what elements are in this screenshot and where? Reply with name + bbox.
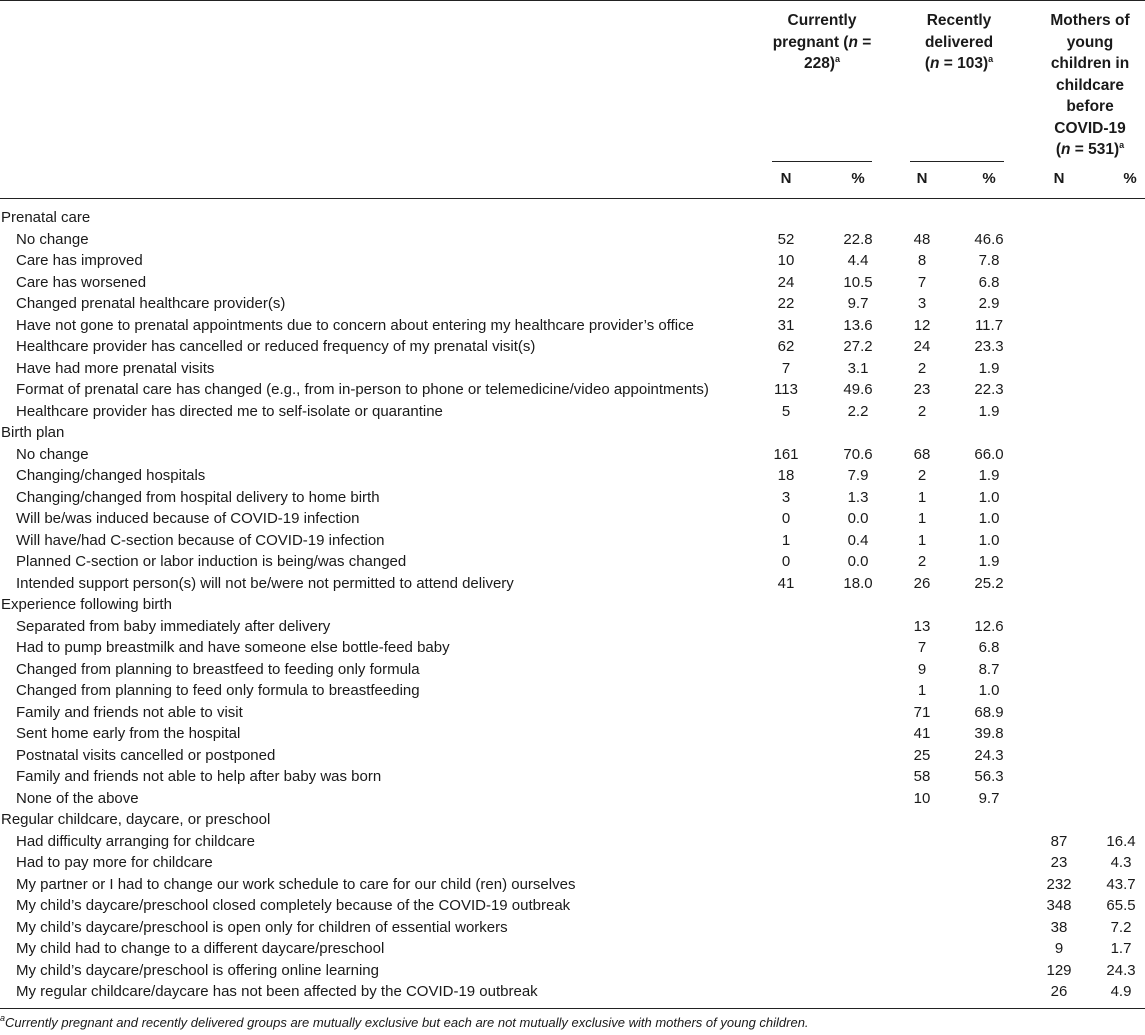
count-cell: 8 xyxy=(917,252,927,269)
subheader-pct-2: % xyxy=(982,170,996,187)
count-cell: 24 xyxy=(913,338,931,355)
footnote-marker: a xyxy=(988,54,994,64)
table-bottom-rule xyxy=(0,1008,1145,1009)
percent-cell: 1.0 xyxy=(978,488,1000,506)
table-row xyxy=(0,895,1145,917)
count-cell: 232 xyxy=(1046,875,1072,893)
row-label: Planned C-section or labor induction is being/was changed xyxy=(16,553,407,570)
subheader-n-3: N xyxy=(1053,170,1065,187)
table-top-rule xyxy=(0,0,1145,1)
count-cell: 161 xyxy=(773,445,799,463)
row-label: Healthcare provider has cancelled or reduced frequency of my prenatal visit(s) xyxy=(16,338,536,355)
header-text: = 531) xyxy=(1070,141,1120,158)
row-label: My regular childcare/daycare has not been affected by the COVID-19 outbreak xyxy=(16,983,538,1000)
percent-cell: 2.2 xyxy=(847,402,869,420)
row-label: My child’s daycare/preschool is offering online learning xyxy=(16,961,379,979)
table-row xyxy=(0,680,1145,702)
count-cell: 7 xyxy=(917,273,927,291)
count-cell: 26 xyxy=(1050,983,1068,1000)
header-text: ( xyxy=(1055,141,1061,158)
table-row xyxy=(0,401,1145,423)
count-cell: 68 xyxy=(913,445,931,463)
row-label: Have had more prenatal visits xyxy=(16,359,215,377)
row-label: Family and friends not able to help after baby was born xyxy=(16,768,382,785)
count-cell: 22 xyxy=(777,295,795,312)
table-row xyxy=(0,229,1145,251)
count-cell: 23 xyxy=(913,381,931,398)
table-row xyxy=(0,444,1145,466)
percent-cell: 56.3 xyxy=(974,768,1004,785)
table-row xyxy=(0,874,1145,896)
percent-cell: 6.8 xyxy=(978,639,1000,656)
header-line: Currently xyxy=(787,12,857,29)
count-cell: 1 xyxy=(917,682,927,699)
percent-cell: 22.3 xyxy=(974,381,1004,398)
count-cell: 113 xyxy=(774,381,798,398)
row-label: Will have/had C-section because of COVID-19 infection xyxy=(16,531,385,549)
header-text: = 103) xyxy=(939,55,989,72)
count-cell: 41 xyxy=(913,725,931,742)
percent-cell: 8.7 xyxy=(978,660,1000,678)
percent-cell: 25.2 xyxy=(974,574,1004,592)
row-label: Had to pay more for childcare xyxy=(16,854,213,871)
percent-cell: 18.0 xyxy=(843,574,873,592)
percent-cell: 0.4 xyxy=(847,531,869,549)
count-cell: 12 xyxy=(913,316,931,334)
count-cell: 129 xyxy=(1046,961,1072,979)
header-text: ( xyxy=(924,55,930,72)
count-cell: 71 xyxy=(913,703,931,721)
count-cell: 0 xyxy=(781,553,791,570)
count-cell: 7 xyxy=(917,639,927,656)
row-label: My child had to change to a different daycare/preschool xyxy=(16,940,385,957)
count-cell: 10 xyxy=(777,252,795,269)
footnote-marker: a xyxy=(835,54,841,64)
table-row xyxy=(0,766,1145,788)
count-cell: 26 xyxy=(913,574,931,592)
header-line: Mothers of xyxy=(1050,12,1130,29)
row-label: Changed from planning to breastfeed to feeding only formula xyxy=(16,660,420,678)
percent-cell: 0.0 xyxy=(847,510,869,527)
table-row xyxy=(0,637,1145,659)
count-cell: 87 xyxy=(1050,832,1068,850)
row-label: Had to pump breastmilk and have someone else bottle-feed baby xyxy=(16,639,450,656)
table-row xyxy=(0,702,1145,724)
header-text: pregnant ( xyxy=(772,33,849,51)
table-row xyxy=(0,917,1145,939)
percent-cell: 39.8 xyxy=(974,725,1004,742)
percent-cell: 3.1 xyxy=(847,359,869,377)
header-line: Recently xyxy=(926,12,992,29)
percent-cell: 1.0 xyxy=(978,682,1000,699)
percent-cell: 12.6 xyxy=(974,617,1004,635)
count-cell: 58 xyxy=(913,768,931,785)
table-row xyxy=(0,960,1145,982)
percent-cell: 1.9 xyxy=(978,359,1000,377)
group1-rule xyxy=(772,161,872,162)
count-cell: 31 xyxy=(777,316,795,334)
table-row xyxy=(0,788,1145,810)
count-cell: 62 xyxy=(777,338,795,355)
percent-cell: 68.9 xyxy=(974,703,1004,721)
row-label: Healthcare provider has directed me to self-isolate or quarantine xyxy=(16,402,443,420)
table-footnote xyxy=(0,1015,809,1030)
count-cell: 0 xyxy=(781,510,791,527)
row-label: Separated from baby immediately after delivery xyxy=(16,617,331,635)
count-cell: 10 xyxy=(913,789,931,807)
row-label: Intended support person(s) will not be/were not permitted to attend delivery xyxy=(16,574,514,592)
count-cell: 7 xyxy=(781,359,791,377)
percent-cell: 16.4 xyxy=(1106,832,1136,850)
header-line xyxy=(766,53,878,75)
section-label: Experience following birth xyxy=(1,596,172,613)
row-label: Postnatal visits cancelled or postponed xyxy=(16,746,276,764)
percent-cell: 65.5 xyxy=(1106,897,1136,914)
header-line: delivered xyxy=(924,33,994,51)
section-row xyxy=(0,422,1145,444)
count-cell: 52 xyxy=(777,230,795,248)
percent-cell: 1.0 xyxy=(978,531,1000,549)
row-label: None of the above xyxy=(16,789,139,807)
count-cell: 5 xyxy=(781,402,791,420)
table-row xyxy=(0,530,1145,552)
percent-cell: 1.3 xyxy=(847,488,869,506)
table-row xyxy=(0,336,1145,358)
row-label: Format of prenatal care has changed (e.g., from in-person to phone or telemedicine/video appointments) xyxy=(16,381,709,398)
header-line: children in xyxy=(1050,55,1130,72)
row-label: My child’s daycare/preschool is open only for children of essential workers xyxy=(16,918,508,936)
row-label: Have not gone to prenatal appointments due to concern about entering my healthcare provider’s office xyxy=(16,316,694,334)
count-cell: 2 xyxy=(917,402,927,420)
row-label: No change xyxy=(16,445,89,463)
header-line xyxy=(900,53,1018,75)
row-label: Changed prenatal healthcare provider(s) xyxy=(16,295,286,312)
subheader-n-2: N xyxy=(916,170,928,187)
percent-cell: 24.3 xyxy=(974,746,1004,764)
row-label: Changing/changed from hospital delivery to home birth xyxy=(16,488,380,506)
percent-cell: 4.3 xyxy=(1110,854,1132,871)
percent-cell: 0.0 xyxy=(847,553,869,570)
table-row xyxy=(0,315,1145,337)
table-row xyxy=(0,938,1145,960)
table-row xyxy=(0,272,1145,294)
count-cell: 2 xyxy=(917,359,927,377)
table-row xyxy=(0,508,1145,530)
header-line: young xyxy=(1066,33,1114,51)
percent-cell: 27.2 xyxy=(843,338,873,355)
subheader-n-1: N xyxy=(780,170,792,187)
table-row xyxy=(0,573,1145,595)
percent-cell: 4.4 xyxy=(847,252,869,269)
count-cell: 2 xyxy=(917,467,927,484)
percent-cell: 1.9 xyxy=(978,467,1000,484)
row-label: Will be/was induced because of COVID-19 infection xyxy=(16,510,360,527)
percent-cell: 46.6 xyxy=(974,230,1004,248)
count-cell: 3 xyxy=(781,488,791,506)
count-cell: 348 xyxy=(1046,897,1072,914)
percent-cell: 4.9 xyxy=(1110,983,1132,1000)
table-row xyxy=(0,745,1145,767)
table-body xyxy=(0,207,1145,1003)
percent-cell: 70.6 xyxy=(843,445,873,463)
header-line: before xyxy=(1066,98,1114,115)
column-header-recently-delivered xyxy=(900,10,1018,75)
table-row xyxy=(0,616,1145,638)
percent-cell: 10.5 xyxy=(843,273,873,291)
section-row xyxy=(0,207,1145,229)
table-row xyxy=(0,487,1145,509)
row-label: Changing/changed hospitals xyxy=(16,467,206,484)
count-cell: 9 xyxy=(1054,940,1064,957)
count-cell: 1 xyxy=(917,510,927,527)
group2-rule xyxy=(910,161,1004,162)
count-cell: 1 xyxy=(917,531,927,549)
percent-cell: 6.8 xyxy=(978,273,1000,291)
row-label: Had difficulty arranging for childcare xyxy=(16,832,256,850)
section-label: Prenatal care xyxy=(1,209,91,226)
table-row xyxy=(0,250,1145,272)
n-symbol: n xyxy=(1061,141,1071,158)
header-line: COVID-19 xyxy=(1054,119,1126,137)
footnote-marker: a xyxy=(1119,140,1125,150)
row-label: Changed from planning to feed only formula to breastfeeding xyxy=(16,682,420,699)
percent-cell: 7.8 xyxy=(978,252,1000,269)
header-text: = xyxy=(857,33,872,51)
percent-cell: 23.3 xyxy=(974,338,1004,355)
count-cell: 25 xyxy=(913,746,931,764)
table-row xyxy=(0,831,1145,853)
count-cell: 9 xyxy=(917,660,927,678)
table-row xyxy=(0,358,1145,380)
percent-cell: 49.6 xyxy=(843,381,873,398)
table-row xyxy=(0,659,1145,681)
percent-cell: 9.7 xyxy=(847,295,869,312)
table-row xyxy=(0,465,1145,487)
count-cell: 1 xyxy=(917,488,927,506)
count-cell: 3 xyxy=(917,295,927,312)
header-line xyxy=(1035,139,1145,161)
column-header-mothers-young-children xyxy=(1035,10,1145,161)
count-cell: 41 xyxy=(777,574,795,592)
count-cell: 24 xyxy=(777,273,795,291)
header-line: childcare xyxy=(1055,76,1125,94)
table-row xyxy=(0,551,1145,573)
subheader-pct-3: % xyxy=(1123,170,1137,187)
count-cell: 1 xyxy=(781,531,791,549)
percent-cell: 1.9 xyxy=(978,553,1000,570)
section-row xyxy=(0,594,1145,616)
row-label: No change xyxy=(16,230,89,248)
count-cell: 23 xyxy=(1050,854,1068,871)
percent-cell: 13.6 xyxy=(843,316,873,334)
section-row xyxy=(0,809,1145,831)
percent-cell: 9.7 xyxy=(978,789,1000,807)
count-cell: 38 xyxy=(1050,918,1068,936)
percent-cell: 2.9 xyxy=(978,295,1000,312)
row-label: Sent home early from the hospital xyxy=(16,725,241,742)
count-cell: 48 xyxy=(913,230,931,248)
header-text: 228) xyxy=(803,55,835,72)
row-label: Care has worsened xyxy=(16,273,147,291)
section-label: Birth plan xyxy=(1,424,65,441)
footnote-marker: a xyxy=(0,1013,6,1023)
row-label: My child’s daycare/preschool closed completely because of the COVID-19 outbreak xyxy=(16,897,571,914)
percent-cell: 24.3 xyxy=(1106,961,1136,979)
table-row xyxy=(0,852,1145,874)
subheader-pct-1: % xyxy=(851,170,865,187)
row-label: Care has improved xyxy=(16,252,143,269)
count-cell: 2 xyxy=(917,553,927,570)
percent-cell: 1.9 xyxy=(978,402,1000,420)
percent-cell: 66.0 xyxy=(974,445,1004,463)
section-label: Regular childcare, daycare, or preschool xyxy=(1,811,271,828)
footnote-text: Currently pregnant and recently delivered groups are mutually exclusive but each are not mutually exclusive with mothers of young children. xyxy=(5,1015,809,1030)
percent-cell: 22.8 xyxy=(843,230,873,248)
n-symbol: n xyxy=(930,55,940,72)
count-cell: 18 xyxy=(777,467,795,484)
percent-cell: 11.7 xyxy=(974,316,1004,334)
percent-cell: 1.7 xyxy=(1110,940,1132,957)
row-label: Family and friends not able to visit xyxy=(16,703,243,721)
count-cell: 13 xyxy=(913,617,931,635)
table-row xyxy=(0,723,1145,745)
n-symbol: n xyxy=(848,33,858,51)
table-row xyxy=(0,379,1145,401)
header-line xyxy=(766,32,878,54)
column-header-currently-pregnant xyxy=(766,10,878,75)
percent-cell: 43.7 xyxy=(1106,875,1136,893)
header-bottom-rule xyxy=(0,198,1145,199)
table-row xyxy=(0,981,1145,1003)
row-label: My partner or I had to change our work schedule to care for our child (ren) ourselves xyxy=(16,875,576,893)
percent-cell: 7.9 xyxy=(847,467,869,484)
table-row xyxy=(0,293,1145,315)
percent-cell: 1.0 xyxy=(978,510,1000,527)
percent-cell: 7.2 xyxy=(1110,918,1132,936)
